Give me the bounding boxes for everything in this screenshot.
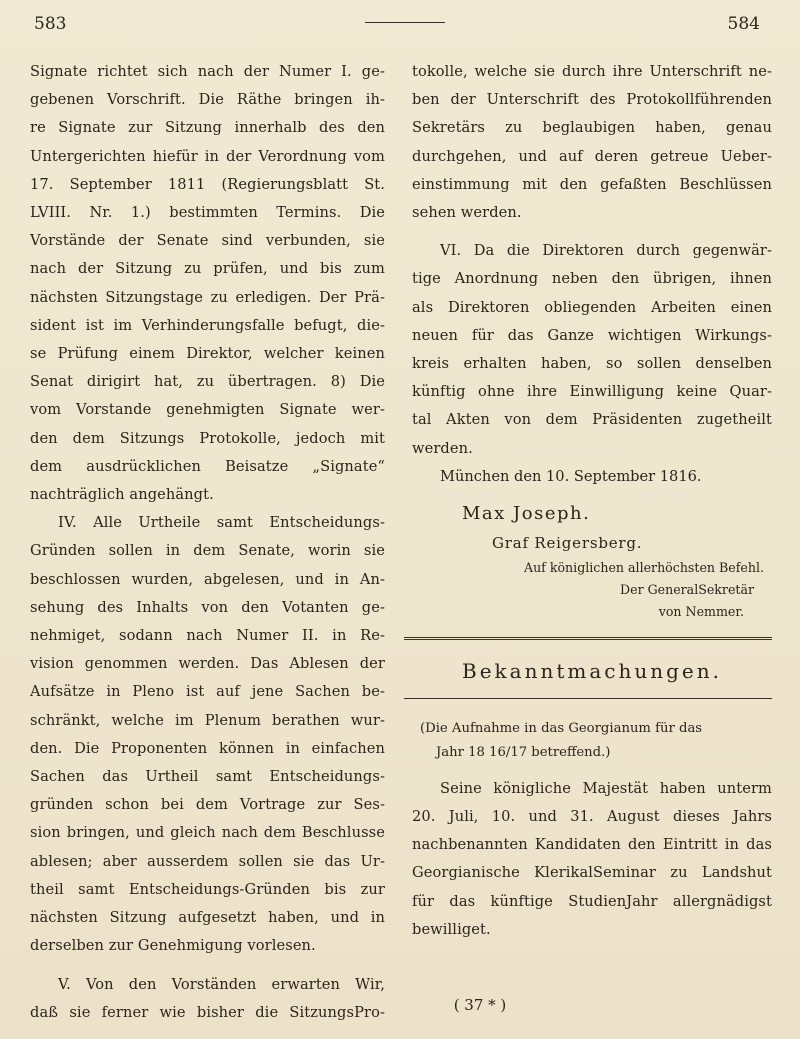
right-column-text: [412, 58, 772, 463]
text-line: sehen werden.: [412, 204, 522, 222]
text-line: durchgehen, und auf deren getreue Ueber-: [412, 147, 772, 165]
text-line: neuen für das Ganze wichtigen Wirkungs-: [412, 326, 772, 344]
text-line: Aufsätze in Pleno ist auf jene Sachen be-: [30, 683, 385, 701]
signature-king: Max Joseph.: [462, 502, 591, 524]
text-line: ben der Unterschrift des Protokollführenden: [412, 91, 772, 109]
text-line: beschlossen wurden, abgelesen, und in An-: [30, 570, 385, 588]
announcement-subtitle-1: (Die Aufnahme in das Georgianum für das: [420, 720, 703, 736]
text-line: nächsten Sitzung aufgesetzt haben, und in: [30, 909, 385, 927]
text-line: derselben zur Genehmigung vorlesen.: [30, 937, 316, 955]
text-line: ablesen; aber ausserdem sollen sie das Ur-: [30, 852, 385, 870]
text-line: tige Anordnung neben den übrigen, ihnen: [412, 270, 772, 288]
text-line: vision genommen werden. Das Ablesen der: [30, 655, 385, 673]
text-line: den dem Sitzungs Protokolle, jedoch mit: [30, 429, 385, 447]
text-line: künftig ohne ihre Einwilligung keine Quar-: [412, 383, 772, 401]
text-line: als Direktoren obliegenden Arbeiten einen: [412, 298, 772, 316]
text-line: nachbenannten Kandidaten den Eintritt in das: [412, 836, 772, 854]
text-line: sion bringen, und gleich nach dem Beschlusse: [30, 824, 385, 842]
text-line: tal Akten von dem Präsidenten zugetheilt: [412, 411, 772, 429]
spacer: [412, 765, 772, 775]
paragraph-gap: [30, 961, 385, 971]
text-line: gründen schon bei dem Vortrage zur Ses-: [30, 796, 385, 814]
text-line: Sachen das Urtheil samt Entscheidungs-: [30, 768, 385, 786]
text-line: gebenen Vorschrift. Die Räthe bringen ih-: [30, 91, 385, 109]
text-line: re Signate zur Sitzung innerhalb des den: [30, 119, 385, 137]
text-line: IV. Alle Urtheile samt Entscheidungs-: [58, 514, 385, 532]
text-line: daß sie ferner wie bisher die SitzungsPro-: [30, 1003, 385, 1021]
text-line: sident ist im Verhinderungsfalle befugt, die-: [30, 316, 385, 334]
text-line: dem ausdrücklichen Beisatze „Signate“: [30, 457, 385, 475]
signature-minister: Graf Reigersberg.: [492, 533, 643, 552]
text-line: Gründen sollen in dem Senate, worin sie: [30, 542, 385, 560]
date-line: München den 10. September 1816.: [440, 467, 702, 485]
paragraph-gap: [412, 227, 772, 237]
text-line: 20. Juli, 10. und 31. August dieses Jahrs: [412, 808, 772, 826]
page-number-left: 583: [34, 14, 67, 34]
text-line: 17. September 1811 (Regierungsblatt St.: [30, 175, 385, 193]
section-divider: [404, 637, 772, 640]
signature-secretary-name: von Nemmer.: [658, 603, 744, 619]
signature-mark: ( 37 * ): [453, 996, 507, 1014]
header-rule: [365, 22, 445, 23]
text-line: Georgianische KlerikalSeminar zu Landshut: [412, 864, 772, 882]
text-line: VI. Da die Direktoren durch gegenwär-: [440, 242, 772, 260]
text-line: nachträglich angehängt.: [30, 486, 214, 504]
text-line: nach der Sitzung zu prüfen, und bis zum: [30, 260, 385, 278]
signature-order: Auf königlichen allerhöchsten Befehl.: [523, 559, 764, 575]
announcement-heading: Bekanntmachungen.: [462, 658, 722, 683]
text-line: den. Die Proponenten können in einfachen: [30, 739, 385, 757]
left-column: [30, 58, 385, 1027]
text-line: Signate richtet sich nach der Numer I. ge-: [30, 63, 385, 80]
text-line: für das künftige StudienJahr allergnädigst: [412, 892, 772, 910]
text-line: nehmiget, sodann nach Numer II. in Re-: [30, 627, 385, 645]
text-line: V. Von den Vorständen erwarten Wir,: [58, 975, 385, 993]
announcement-subtitle-2: Jahr 18 16/17 betreffend.): [436, 744, 611, 760]
text-line: Sekretärs zu beglaubigen haben, genau: [412, 119, 772, 137]
text-line: Senat dirigirt hat, zu übertragen. 8) Die: [30, 373, 385, 391]
text-line: sehung des Inhalts von den Votanten ge-: [30, 598, 385, 616]
right-column: [412, 58, 772, 944]
text-line: tokolle, welche sie durch ihre Unterschrift ne-: [412, 63, 772, 80]
text-line: bewilliget.: [412, 920, 491, 938]
text-line: werden.: [412, 439, 473, 457]
text-line: LVIII. Nr. 1.) bestimmten Termins. Die: [30, 204, 385, 222]
announcement-body: [412, 775, 772, 944]
text-line: theil samt Entscheidungs-Gründen bis zur: [30, 880, 385, 898]
text-line: Untergerichten hiefür in der Verordnung vom: [30, 147, 385, 165]
heading-divider: [404, 698, 772, 699]
text-line: schränkt, welche im Plenum berathen wur-: [30, 711, 385, 729]
text-line: nächsten Sitzungstage zu erledigen. Der Prä-: [30, 288, 385, 306]
text-line: vom Vorstande genehmigten Signate wer-: [30, 401, 385, 419]
signature-secretary-title: Der GeneralSekretär: [620, 581, 754, 597]
text-line: Vorstände der Senate sind verbunden, sie: [30, 232, 385, 250]
text-line: einstimmung mit den gefaßten Beschlüssen: [412, 175, 772, 193]
page-number-right: 584: [727, 14, 760, 34]
text-line: Seine königliche Majestät haben unterm: [440, 779, 772, 797]
text-line: se Prüfung einem Direktor, welcher keinen: [30, 345, 385, 363]
text-line: kreis erhalten haben, so sollen denselben: [412, 355, 772, 373]
